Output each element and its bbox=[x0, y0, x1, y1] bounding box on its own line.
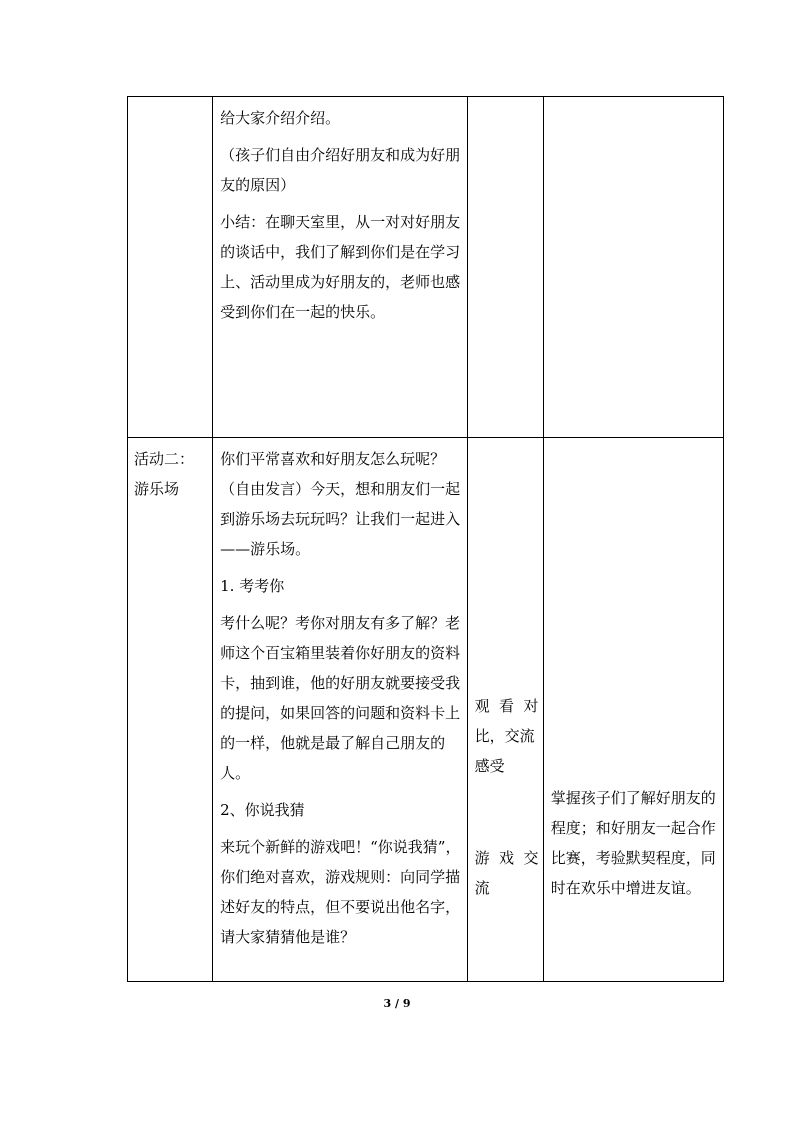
paragraph: 你们平常喜欢和好朋友怎么玩呢？（自由发言）今天，想和朋友们一起到游乐场去玩玩吗？让我们一起进入——游乐场。 bbox=[220, 450, 461, 558]
paragraph: 来玩个新鲜的游戏吧！“你说我猜”，你们绝对喜欢，游戏规则：向同学描述好友的特点，但不要说出他名字，请大家猜猜他是谁？ bbox=[220, 838, 461, 946]
paragraph: （孩子们自由介绍好朋友和成为好朋友的原因） bbox=[220, 146, 461, 194]
text-line: 观看对 bbox=[474, 697, 539, 715]
section-heading: 2、你说我猜 bbox=[220, 801, 305, 819]
student-activity-text bbox=[475, 691, 539, 781]
design-intent-cell bbox=[543, 97, 723, 438]
student-activity-cell bbox=[467, 97, 543, 438]
text-line: 游戏交 bbox=[474, 849, 539, 867]
activity-name-cell bbox=[128, 438, 213, 982]
section-heading: 1. 考考你 bbox=[220, 577, 285, 595]
teaching-process-cell bbox=[213, 97, 467, 438]
page-number: 3 / 9 bbox=[383, 997, 411, 1010]
activity-title: 活动二：游乐场 bbox=[134, 450, 195, 498]
text-line: 比，交流 bbox=[474, 727, 535, 745]
activity-name-cell bbox=[128, 97, 213, 438]
lesson-plan-table bbox=[127, 96, 724, 982]
student-activity-cell bbox=[467, 438, 543, 982]
design-intent-cell bbox=[543, 438, 723, 982]
student-activity-text bbox=[475, 843, 539, 903]
table-row bbox=[128, 438, 724, 982]
paragraph: 考什么呢？考你对朋友有多了解？老师这个百宝箱里装着你好朋友的资料卡，抽到谁，他的好朋友就要接受我的提问，如果回答的问题和资料卡上的一样，他就是最了解自己朋友的人。 bbox=[220, 614, 461, 782]
paragraph: 小结：在聊天室里，从一对对好朋友的谈话中，我们了解到你们是在学习上、活动里成为好朋友的，老师也感受到你们在一起的快乐。 bbox=[220, 213, 461, 321]
design-intent-text: 掌握孩子们了解好朋友的程度；和好朋友一起合作比赛，考验默契程度，同时在欢乐中增进友谊。 bbox=[550, 789, 716, 897]
text-line: 流 bbox=[474, 879, 490, 897]
paragraph: 给大家介绍介绍。 bbox=[220, 109, 341, 127]
table-row bbox=[128, 97, 724, 438]
text-line: 感受 bbox=[474, 757, 505, 775]
teaching-process-cell bbox=[213, 438, 467, 982]
